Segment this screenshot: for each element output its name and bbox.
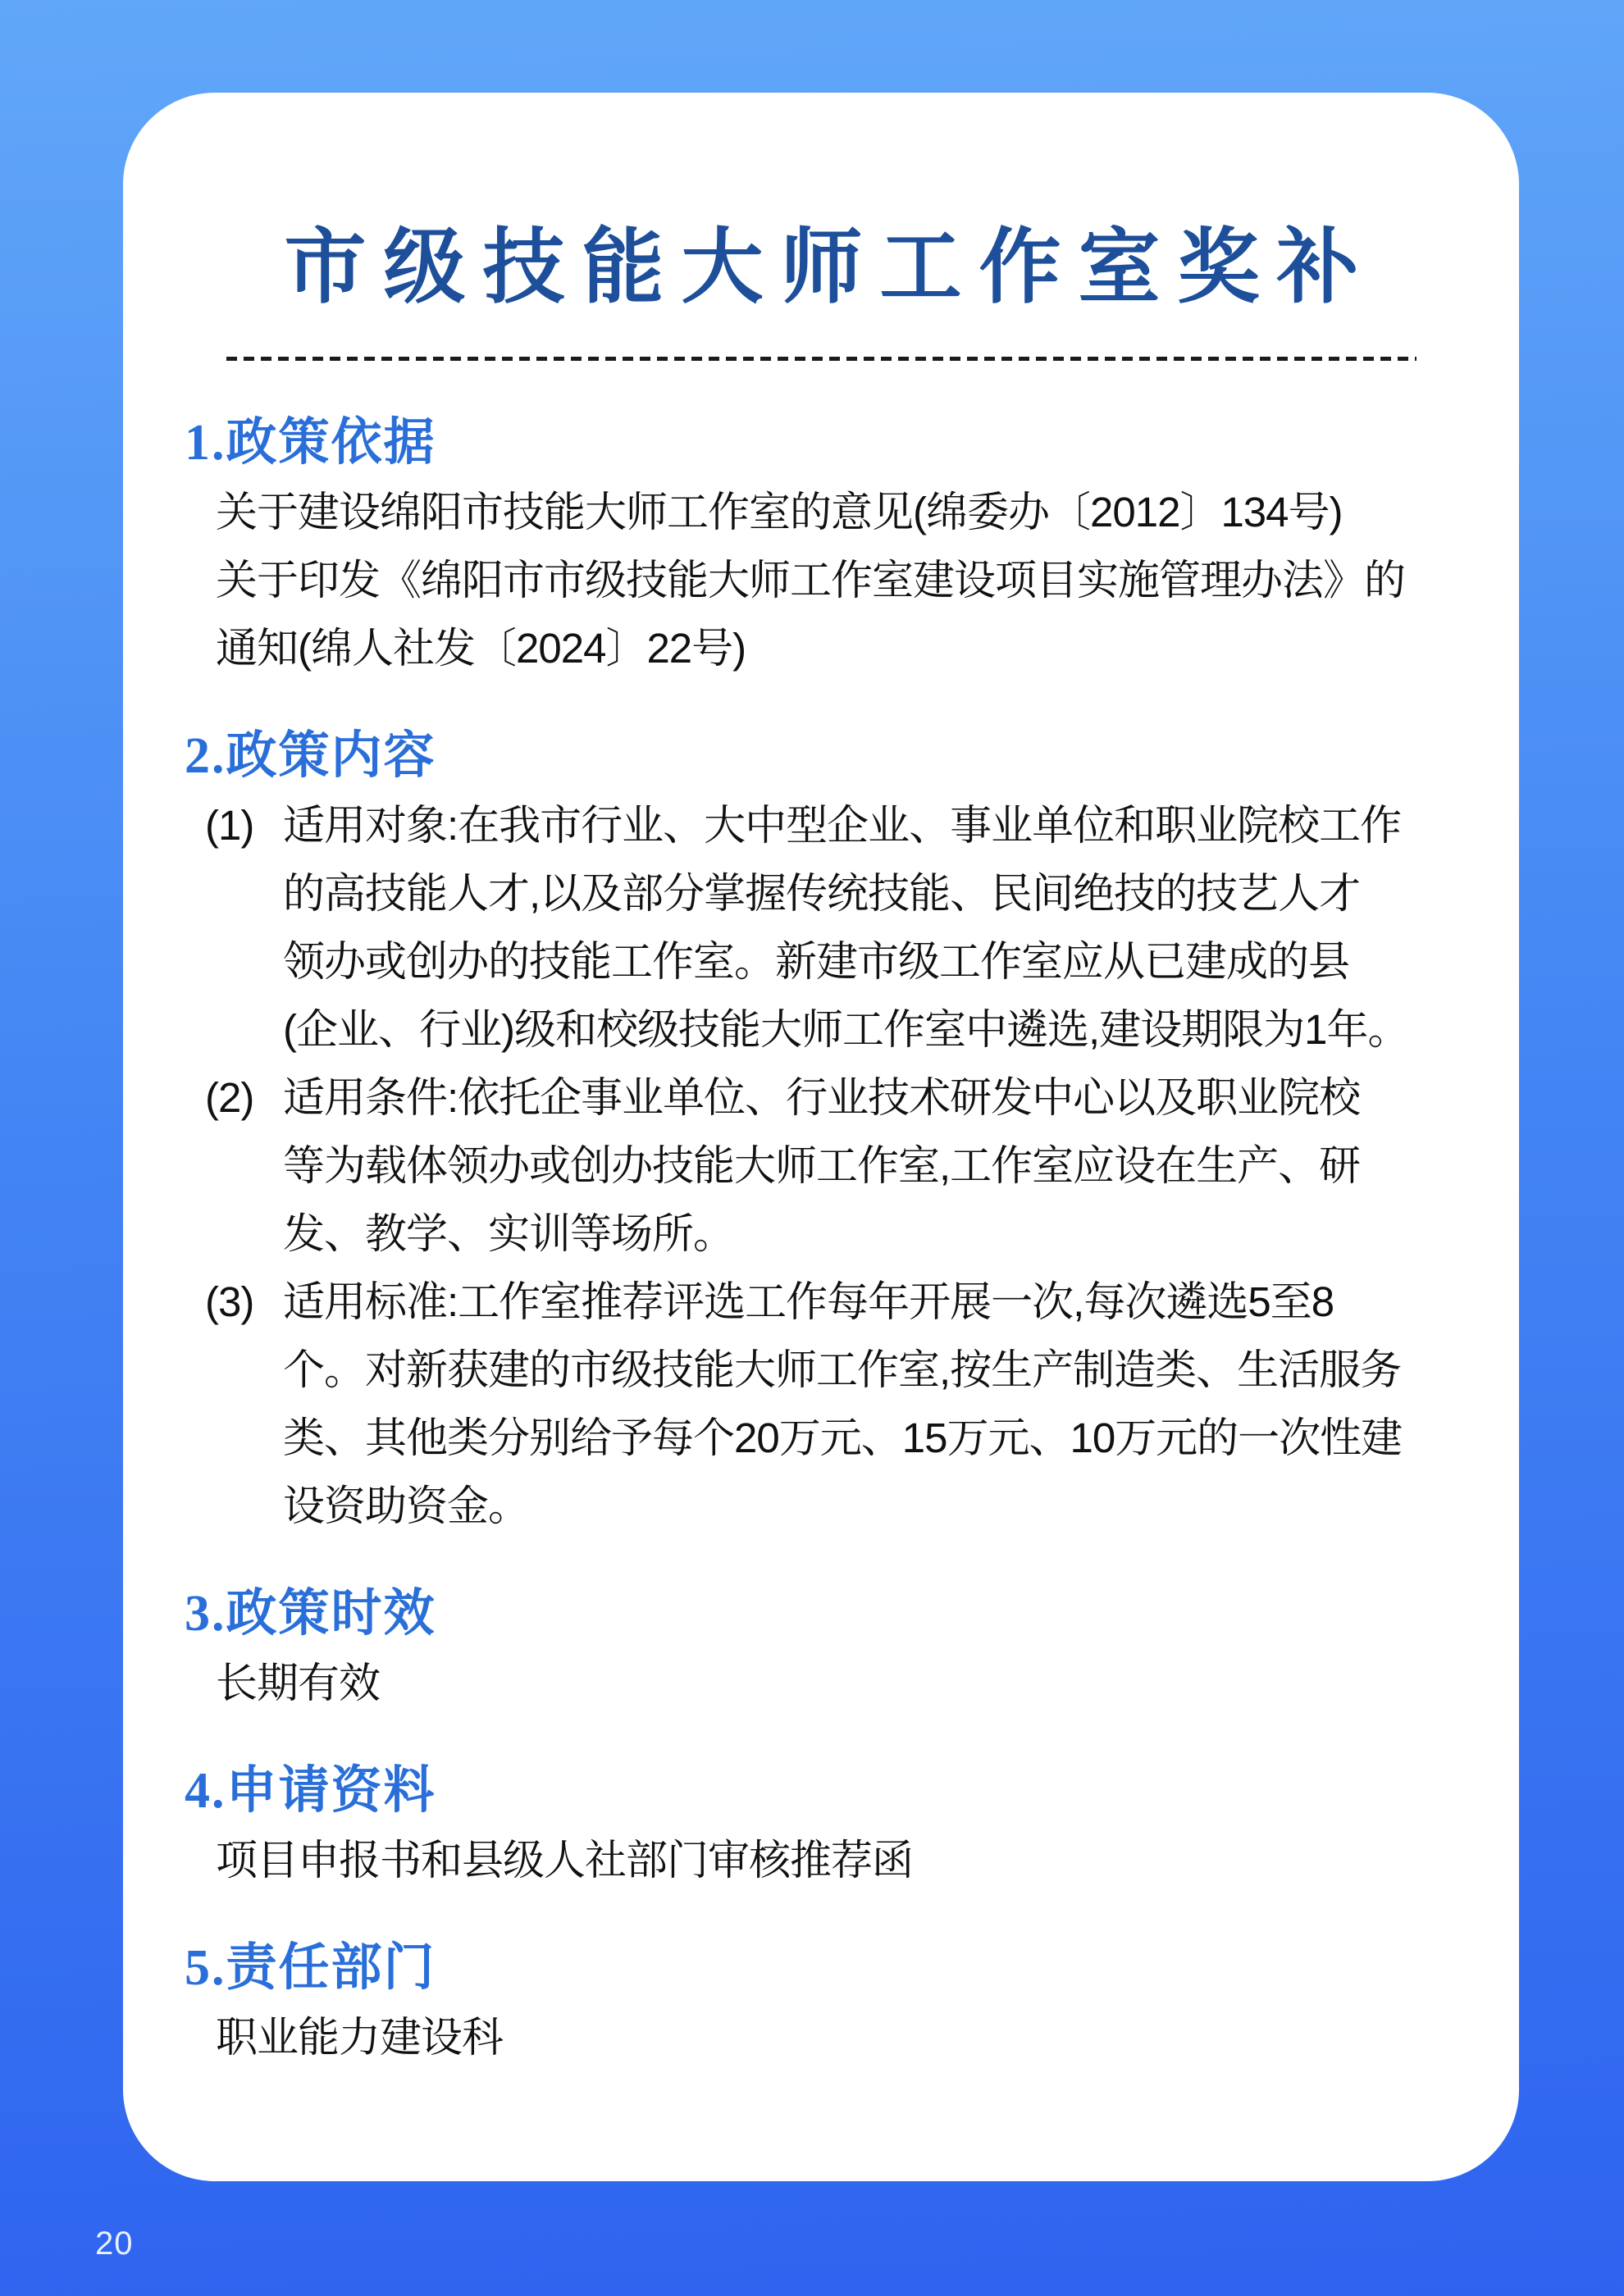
text-line: 关于建设绵阳市技能大师工作室的意见(绵委办〔2012〕134号) xyxy=(216,489,1343,535)
item-marker: (3) xyxy=(205,1278,254,1325)
text-line: 通知(绵人社发〔2024〕22号) xyxy=(216,625,746,672)
text-line: 领办或创办的技能工作室。新建市级工作室应从已建成的县 xyxy=(283,938,1350,985)
item-lines xyxy=(216,478,1422,546)
text-line: 的高技能人才,以及部分掌握传统技能、民间绝技的技艺人才 xyxy=(283,870,1361,917)
section-item xyxy=(205,791,1422,1064)
text-line: 发、教学、实训等场所。 xyxy=(283,1210,735,1257)
section-heading: 1.政策依据 xyxy=(185,415,436,471)
policy-section xyxy=(185,729,1422,1540)
item-lines xyxy=(283,1064,1422,1268)
section-item xyxy=(216,1826,1422,1894)
item-lines xyxy=(283,1268,1422,1540)
section-item xyxy=(205,1268,1422,1540)
item-lines xyxy=(216,1826,1422,1894)
text-line: 适用标准:工作室推荐评选工作每年开展一次,每次遴选5至8 xyxy=(283,1278,1334,1325)
section-heading: 4.申请资料 xyxy=(185,1763,436,1819)
policy-section xyxy=(185,1764,1422,1894)
policy-card xyxy=(123,93,1519,2181)
section-body xyxy=(185,2003,1422,2071)
section-item xyxy=(216,478,1422,546)
page-number: 20 xyxy=(95,2225,134,2262)
text-line: 等为载体领办或创办技能大师工作室,工作室应设在生产、研 xyxy=(283,1142,1361,1189)
item-lines xyxy=(216,2003,1422,2071)
item-marker: (1) xyxy=(205,802,254,849)
page-title: 市级技能大师工作室奖补 xyxy=(284,222,1376,313)
text-line: 项目申报书和县级人社部门审核推荐函 xyxy=(216,1837,914,1884)
section-body xyxy=(185,478,1422,682)
item-marker: (2) xyxy=(205,1074,254,1121)
text-line: 职业能力建设科 xyxy=(216,2014,504,2061)
section-item xyxy=(205,1064,1422,1268)
text-line: 类、其他类分别给予每个20万元、15万元、10万元的一次性建 xyxy=(283,1414,1403,1461)
section-heading: 3.政策时效 xyxy=(185,1586,436,1642)
section-body xyxy=(185,1826,1422,1894)
policy-section xyxy=(185,1941,1422,2071)
policy-section xyxy=(185,416,1422,682)
text-line: 个。对新获建的市级技能大师工作室,按生产制造类、生活服务 xyxy=(283,1346,1402,1393)
section-item xyxy=(216,1649,1422,1717)
section-item xyxy=(216,2003,1422,2071)
text-line: 设资助资金。 xyxy=(283,1483,530,1529)
section-body xyxy=(185,791,1422,1540)
text-line: 适用对象:在我市行业、大中型企业、事业单位和职业院校工作 xyxy=(283,802,1402,849)
section-heading: 2.政策内容 xyxy=(185,728,436,784)
text-line: 适用条件:依托企事业单位、行业技术研发中心以及职业院校 xyxy=(283,1074,1361,1121)
text-line: 长期有效 xyxy=(216,1660,381,1706)
section-heading: 5.责任部门 xyxy=(185,1940,436,1996)
text-line: 关于印发《绵阳市市级技能大师工作室建设项目实施管理办法》的 xyxy=(216,557,1406,604)
section-item xyxy=(216,546,1422,682)
policy-section xyxy=(185,1587,1422,1717)
section-body xyxy=(185,1649,1422,1717)
item-lines xyxy=(283,791,1422,1064)
item-lines xyxy=(216,1649,1422,1717)
sections-container xyxy=(123,361,1519,2071)
item-lines xyxy=(216,546,1422,682)
text-line: (企业、行业)级和校级技能大师工作室中遴选,建设期限为1年。 xyxy=(283,1006,1409,1053)
